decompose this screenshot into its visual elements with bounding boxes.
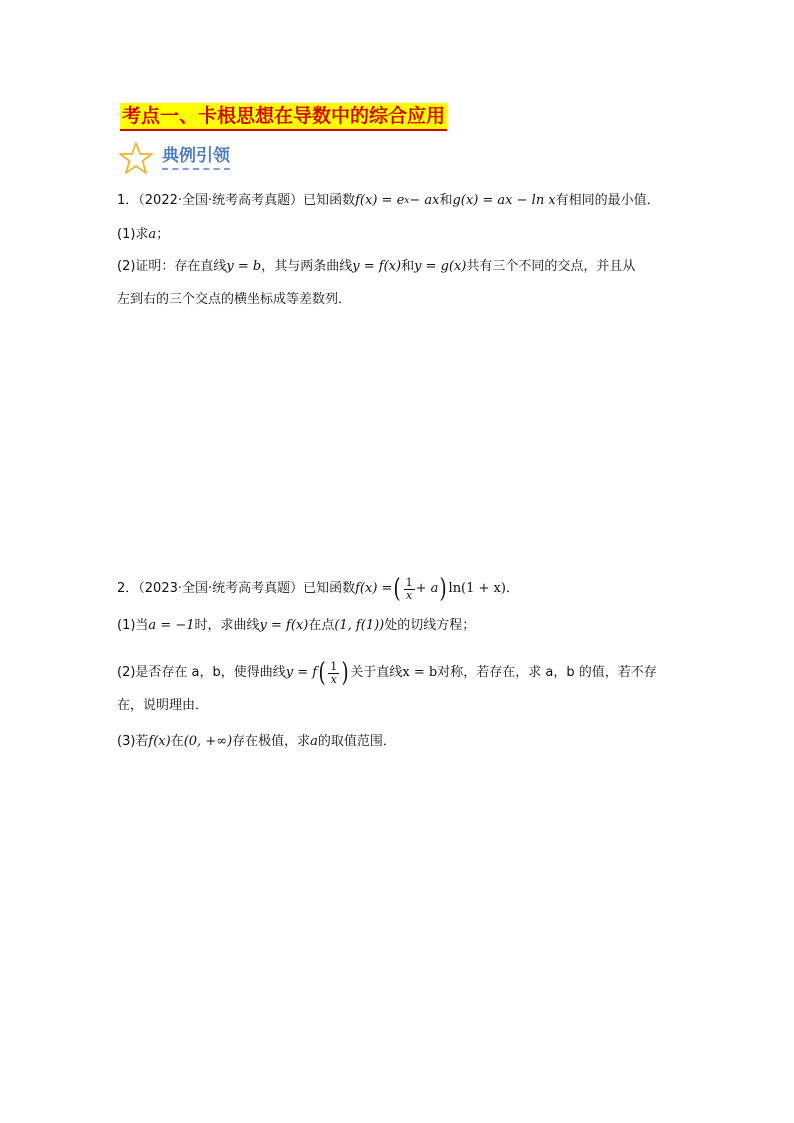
- problem1-stem: 1．（2022·全国·统考高考真题）已知函数 f(x) = e x − ax 和 g(x) = ax − ln x 有相同的最小值．: [117, 193, 660, 208]
- problem2-part2-line2: 在，说明理由．: [117, 698, 209, 713]
- problem2-part1: (1)当 a = −1 时，求曲线 y = f(x) 在点 (1, f(1)) 处的切线方程；: [117, 618, 476, 633]
- problem2-part2-line1: (2)是否存在 a，b，使得曲线 y = f ( $\frac{1}{x}$ ) 关于直线 x = b 对称，若存在，求 a，b 的值，若不存: [117, 658, 657, 688]
- problem1-part2-line1: (2)证明：存在直线 y = b ，其与两条曲线 y = f(x) 和 y = g(x) 共有三个不同的交点，并且从: [117, 259, 636, 274]
- section-title: 考点一、卡根思想在导数中的综合应用: [120, 103, 447, 131]
- fraction-1-over-x: $\frac{1}{x}$: [405, 575, 413, 602]
- problem2-stem: 2．（2023·全国·统考高考真题）已知函数 f(x) = ( $\frac{1}{x}$ + a ) ln(1 + x) ．: [117, 574, 519, 604]
- problem2-part3: (3)若 f(x) 在 (0, +∞) 存在极值，求 a 的取值范围．: [117, 734, 396, 749]
- example-header: [118, 141, 230, 175]
- example-label: 典例引领: [162, 146, 230, 170]
- star-outline-icon: [118, 141, 154, 175]
- problem1-part1: (1)求 a ；: [117, 227, 170, 242]
- fraction-1-over-x-2: $\frac{1}{x}$: [330, 659, 338, 686]
- problem1-part2-line2: 左到右的三个交点的横坐标成等差数列．: [117, 292, 352, 307]
